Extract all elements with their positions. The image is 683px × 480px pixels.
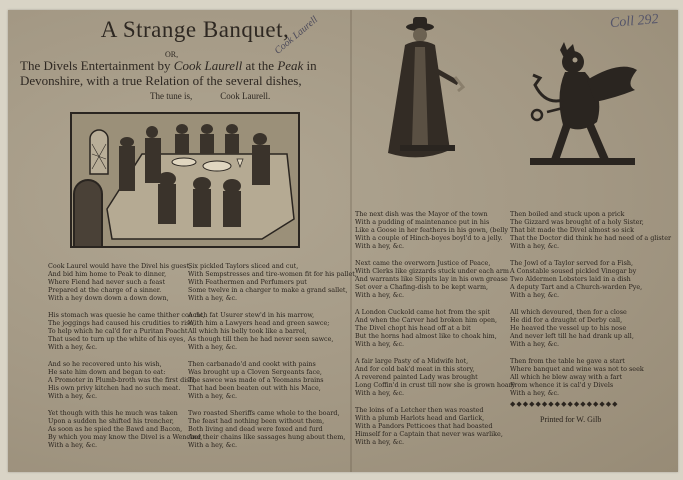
verse-line: As soon as he spied the Bawd and Bacon, bbox=[48, 425, 183, 433]
ornament-rule: ◆◆◆◆◆◆◆◆◆◆◆◆◆◆◆◆◆ bbox=[510, 400, 619, 408]
text-column-4 bbox=[510, 210, 672, 406]
stanza bbox=[355, 259, 509, 299]
tune-name: Cook Laurell. bbox=[220, 91, 271, 101]
verse-line: Where banquet and wine was not to seek bbox=[510, 365, 644, 373]
stanza bbox=[355, 357, 516, 397]
stanza bbox=[188, 311, 338, 351]
verse-line: And when the Carver had broken him open, bbox=[355, 316, 498, 324]
refrain-line: With a hey, &c. bbox=[510, 340, 560, 348]
verse-line: He sate him down and began to eat: bbox=[48, 368, 166, 376]
refrain-line: With a hey, &c. bbox=[188, 343, 238, 351]
title-or: OR, bbox=[165, 50, 179, 59]
stanza bbox=[510, 357, 665, 397]
refrain-line: With a hey, &c. bbox=[188, 294, 238, 302]
refrain-line: With a hey, &c. bbox=[355, 291, 405, 299]
verse-line: And for cold bak'd meat in this story, bbox=[355, 365, 475, 373]
stanza bbox=[48, 311, 205, 351]
verse-line: He did for a draught of Derby call, bbox=[510, 316, 623, 324]
verse-line: All which he blew away with a fart bbox=[510, 373, 623, 381]
verse-line: His own privy kitchen had no such meat. bbox=[48, 384, 181, 392]
verse-line: Yet though with this he much was taken bbox=[48, 409, 178, 417]
subtitle-line2: Devonshire, with a true Relation of the several dishes, bbox=[20, 73, 302, 88]
verse-line: Two roasted Sheriffs came whole to the board, bbox=[188, 409, 340, 417]
verse-line: Then boiled and stuck upon a prick bbox=[510, 210, 625, 218]
verse-line: The joggings had caused his crudities to rise, bbox=[48, 319, 196, 327]
verse-line: With a couple of Hinch-boyes boyl'd to a jelly. bbox=[355, 234, 503, 242]
verse-line: That had been beaten out with his Mace, bbox=[188, 384, 321, 392]
verse-line: With Clerks like gizzards stuck under each arm bbox=[355, 267, 509, 275]
banquet-scene-icon bbox=[72, 114, 298, 246]
verse-line: The sawce was made of a Yeomans brains bbox=[188, 376, 324, 384]
verse-line: With a Pandors Petticoes that had boasted bbox=[355, 422, 493, 430]
verse-line: Himself for a Captain that never was warlike, bbox=[355, 430, 503, 438]
refrain-line: With a hey, &c. bbox=[510, 242, 560, 250]
handwritten-note: Cook Laurell bbox=[272, 14, 321, 57]
verse-line: A deputy Tart and a Church-warden Pye, bbox=[510, 283, 643, 291]
verse-line: A London Cuckold came hot from the spit bbox=[355, 308, 491, 316]
tune-label: The tune is, bbox=[150, 91, 193, 101]
stanza bbox=[48, 360, 196, 400]
refrain-line: With a hey, &c. bbox=[188, 441, 238, 449]
verse-line: With Sempstresses and tire-women fit for his pallet, bbox=[188, 270, 357, 278]
text-column-1 bbox=[48, 262, 205, 458]
verse-line: A reverend painted Lady was brought bbox=[355, 373, 478, 381]
text-column-2 bbox=[188, 262, 357, 458]
stanza bbox=[355, 210, 508, 250]
verse-line: The loins of a Letcher then was roasted bbox=[355, 406, 484, 414]
verse-line: The feast had nothing been without them, bbox=[188, 417, 325, 425]
verse-line: But the horns had almost like to choak him, bbox=[355, 332, 497, 340]
refrain-line: With a hey, &c. bbox=[355, 340, 405, 348]
verse-line: All which devoured, then for a close bbox=[510, 308, 627, 316]
stanza bbox=[48, 409, 203, 449]
verse-line: He heaved the vessel up to his nose bbox=[510, 324, 627, 332]
stanza bbox=[355, 406, 505, 446]
verse-line: With a plumb Harlots head and Garlick, bbox=[355, 414, 485, 422]
devil-woodcut bbox=[525, 40, 640, 180]
verse-line: Long Coffin'd in crust till now she is grown hoary bbox=[355, 381, 516, 389]
verse-line: His stomach was quesie he came thither coacht, bbox=[48, 311, 205, 319]
verse-line: Next came the overworn Justice of Peace, bbox=[355, 259, 491, 267]
verse-line: And never left till he had drank up all, bbox=[510, 332, 634, 340]
verse-line: Some twelve in a charger to make a grand sallet, bbox=[188, 286, 348, 294]
refrain-line: With a hey, &c. bbox=[510, 291, 560, 299]
refrain-line: With a hey, &c. bbox=[355, 389, 405, 397]
cloaked-man-icon bbox=[380, 15, 470, 175]
stanza bbox=[510, 210, 672, 250]
verse-line: That the Doctor did think he had need of a glister bbox=[510, 234, 672, 242]
refrain-line: With a hey, &c. bbox=[188, 392, 238, 400]
center-fold bbox=[350, 10, 352, 472]
verse-line: As though till then he had never seen sawce, bbox=[188, 335, 334, 343]
verse-line: The next dish was the Mayor of the town bbox=[355, 210, 488, 218]
verse-line: The Jowl of a Taylor served for a Fish, bbox=[510, 259, 634, 267]
verse-line: The Divel chopt his head off at a bit bbox=[355, 324, 471, 332]
verse-line: That used to turn up the white of his eyes, bbox=[48, 335, 186, 343]
stanza bbox=[188, 409, 346, 449]
verse-line: To help which he cal'd for a Puritan Poacht bbox=[48, 327, 188, 335]
refrain-line: With a hey, &c. bbox=[48, 343, 98, 351]
verse-line: A fair large Pasty of a Midwife hot, bbox=[355, 357, 469, 365]
verse-line: Where Fiend had never such a feast bbox=[48, 278, 166, 286]
stanza bbox=[355, 308, 505, 348]
handwritten-shelfmark: Coll 292 bbox=[609, 11, 660, 32]
verse-line: Upon a sudden he shifted his trencher, bbox=[48, 417, 174, 425]
verse-line: Six pickled Taylors sliced and cut, bbox=[188, 262, 299, 270]
ballad-subtitle bbox=[20, 58, 350, 88]
verse-line: A Promoter in Plumb-broth was the first dish, bbox=[48, 376, 196, 384]
verse-line: Cook Laurel would have the Divel his guest, bbox=[48, 262, 191, 270]
subtitle-text-mid: at the bbox=[242, 58, 278, 73]
verse-line: Like a Goose in her feathers in his gown, (belly bbox=[355, 226, 508, 234]
verse-line: By which you may know the Divel is a Wencher, bbox=[48, 433, 203, 441]
verse-line: And their chains like sassages hung about them, bbox=[188, 433, 346, 441]
verse-line: With a pudding of maintenance put in his bbox=[355, 218, 490, 226]
text-column-3 bbox=[355, 210, 516, 455]
subtitle-end: in bbox=[303, 58, 317, 73]
imprint: Printed for W. Gilb bbox=[540, 415, 602, 424]
stanza bbox=[188, 360, 338, 400]
ballad-title: A Strange Banquet, bbox=[100, 17, 290, 42]
subtitle-text: The Divels Entertainment by bbox=[20, 58, 174, 73]
verse-line: A rich fat Usurer stew'd in his marrow, bbox=[188, 311, 315, 319]
verse-line: Two Aldermen Lobsters laid in a dish bbox=[510, 275, 631, 283]
stanza bbox=[188, 262, 357, 302]
verse-line: Then carbanado'd and cookt with pains bbox=[188, 360, 316, 368]
verse-line: Then from the table he gave a start bbox=[510, 357, 625, 365]
verse-line: All which his belly took like a barrel, bbox=[188, 327, 307, 335]
refrain-line: With a hey, &c. bbox=[48, 392, 98, 400]
verse-line: Set over a Chafing-dish to be kept warm, bbox=[355, 283, 489, 291]
stanza bbox=[510, 259, 665, 299]
tune-line bbox=[150, 91, 298, 101]
subtitle-place: Peak bbox=[277, 58, 304, 73]
refrain-line: With a hey, &c. bbox=[48, 441, 98, 449]
verse-line: And bid him home to Peak to dinner, bbox=[48, 270, 167, 278]
refrain-line: With a hey, &c. bbox=[355, 438, 405, 446]
verse-line: With him a Lawyers head and green sawce; bbox=[188, 319, 330, 327]
verse-line: That bit made the Divel almost so sick bbox=[510, 226, 635, 234]
banquet-woodcut bbox=[70, 112, 300, 248]
refrain-line: With a hey down down a down down, bbox=[48, 294, 169, 302]
verse-line: A Constable soused pickled Vinegar by bbox=[510, 267, 637, 275]
verse-line: With Feathermen and Perfumers put bbox=[188, 278, 307, 286]
stanza bbox=[510, 308, 665, 348]
devil-icon bbox=[525, 40, 640, 180]
verse-line: The Gizzard was brought of a holy Sister, bbox=[510, 218, 644, 226]
refrain-line: With a hey, &c. bbox=[355, 242, 405, 250]
verse-line: And so he recovered unto his wish, bbox=[48, 360, 162, 368]
refrain-line: With a hey, &c. bbox=[510, 389, 560, 397]
gentleman-woodcut bbox=[380, 15, 470, 175]
verse-line: From whence it is cal'd y Divels bbox=[510, 381, 614, 389]
verse-line: And warrants like Sippits lay in his own grease bbox=[355, 275, 508, 283]
stanza bbox=[48, 262, 191, 302]
verse-line: Both living and dead were foxed and furd bbox=[188, 425, 323, 433]
verse-line: Prepared at the charge of a sinner. bbox=[48, 286, 162, 294]
verse-line: Was brought up a Cloven Sergeants face, bbox=[188, 368, 322, 376]
subtitle-cook-name: Cook Laurell bbox=[173, 58, 243, 73]
